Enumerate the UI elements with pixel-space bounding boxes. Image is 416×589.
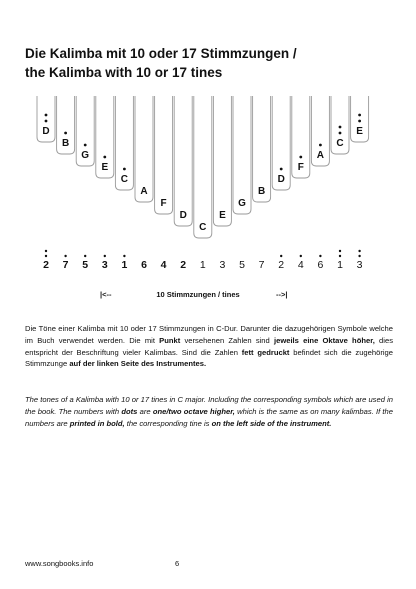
tine <box>213 96 231 226</box>
tine-number: 1 <box>121 259 128 271</box>
octave-dot <box>319 144 322 147</box>
tine-letter: D <box>42 126 50 137</box>
tine-number: 5 <box>239 259 245 271</box>
tine-number: 2 <box>278 259 285 271</box>
number-dot <box>339 255 341 257</box>
number-dot <box>358 255 360 257</box>
number-dot <box>45 250 47 252</box>
title-line-2: the Kalimba with 10 or 17 tines <box>25 65 223 80</box>
number-dot <box>358 250 360 252</box>
octave-dot <box>123 168 126 171</box>
tine <box>233 96 251 214</box>
number-dot <box>280 255 282 257</box>
tine-number: 2 <box>180 259 187 271</box>
octave-dot <box>358 120 361 123</box>
tine-number: 6 <box>141 259 147 271</box>
tine-number: 1 <box>337 259 343 271</box>
range-end-marker: -->| <box>276 290 288 299</box>
octave-dot <box>280 168 283 171</box>
tine-letter: C <box>199 222 207 233</box>
tine-number: 5 <box>82 259 89 271</box>
title-line-1: Die Kalimba mit 10 oder 17 Stimmzungen / <box>25 46 297 61</box>
number-dot <box>300 255 302 257</box>
octave-dot <box>103 156 106 159</box>
tine-letter: C <box>120 174 129 185</box>
tine-number: 3 <box>356 259 363 271</box>
octave-dot <box>339 132 342 135</box>
tine-number: 3 <box>219 259 226 271</box>
tine-number: 2 <box>43 259 49 271</box>
tine-letter: D <box>179 210 187 221</box>
tine-number: 4 <box>160 259 167 271</box>
tine-letter: B <box>257 186 266 197</box>
number-dot <box>64 255 66 257</box>
tine-letter: G <box>81 150 90 161</box>
number-dot <box>339 250 341 252</box>
footer-website: www.songbooks.info <box>25 559 94 568</box>
tine-letter: F <box>297 162 304 173</box>
range-start-marker: |<-- <box>100 290 112 299</box>
octave-dot <box>84 144 87 147</box>
octave-dot <box>299 156 302 159</box>
octave-dot <box>45 114 48 117</box>
octave-dot <box>339 126 342 129</box>
tine-letter: E <box>219 210 226 221</box>
kalimba-diagram <box>0 96 416 316</box>
tine-letter: A <box>140 186 148 197</box>
tine-letter: G <box>238 198 246 209</box>
tine-number: 7 <box>62 259 69 271</box>
tine-letter: B <box>61 138 70 149</box>
number-dot <box>104 255 106 257</box>
octave-dot <box>45 120 48 123</box>
description-german: Die Töne einer Kalimba mit 10 oder 17 Stimmzungen in C-Dur. Darunter die dazugehörigen Symbole welche im Buch verwendet werden. Die mit Punkt versehenen Zahlen sind jeweils eine Oktave höher, dies entspricht der Beschriftung vieler Kalimbas. Sind die Zahlen fett gedruckt befindet sich die zugehörige Stimmzunge auf der linken Seite des Instrumentes. <box>25 324 393 369</box>
octave-dot <box>358 114 361 117</box>
tine-letter: E <box>356 126 363 137</box>
tine-letter: A <box>316 150 325 161</box>
number-dot <box>319 255 321 257</box>
octave-dot <box>64 132 67 135</box>
description-english: The tones of a Kalimba with 10 or 17 tines in C major. Including the corresponding symbols which are used in the book. The numbers with dots are one/two octave higher, which is the same as on many kalimbas. If the numbers are printed in bold, the corresponding tine is on the left side of the instrument. <box>25 395 393 428</box>
tine-number: 6 <box>317 259 324 271</box>
tine-number: 7 <box>258 259 265 271</box>
tine-letter: C <box>336 138 344 149</box>
page-title <box>25 44 395 82</box>
tine-number: 1 <box>199 259 206 271</box>
number-dot <box>123 255 125 257</box>
tine-number: 3 <box>101 259 108 271</box>
tine-letter: F <box>160 198 167 209</box>
tine <box>155 96 173 214</box>
tine <box>174 96 192 226</box>
tine <box>194 96 212 238</box>
tine-number: 4 <box>297 259 304 271</box>
tine-letter: E <box>101 162 109 173</box>
range-label: 10 Stimmzungen / tines <box>156 290 240 299</box>
number-dot <box>84 255 86 257</box>
number-dot <box>45 255 47 257</box>
page-number: 6 <box>175 559 180 568</box>
tine-letter: D <box>277 174 285 185</box>
